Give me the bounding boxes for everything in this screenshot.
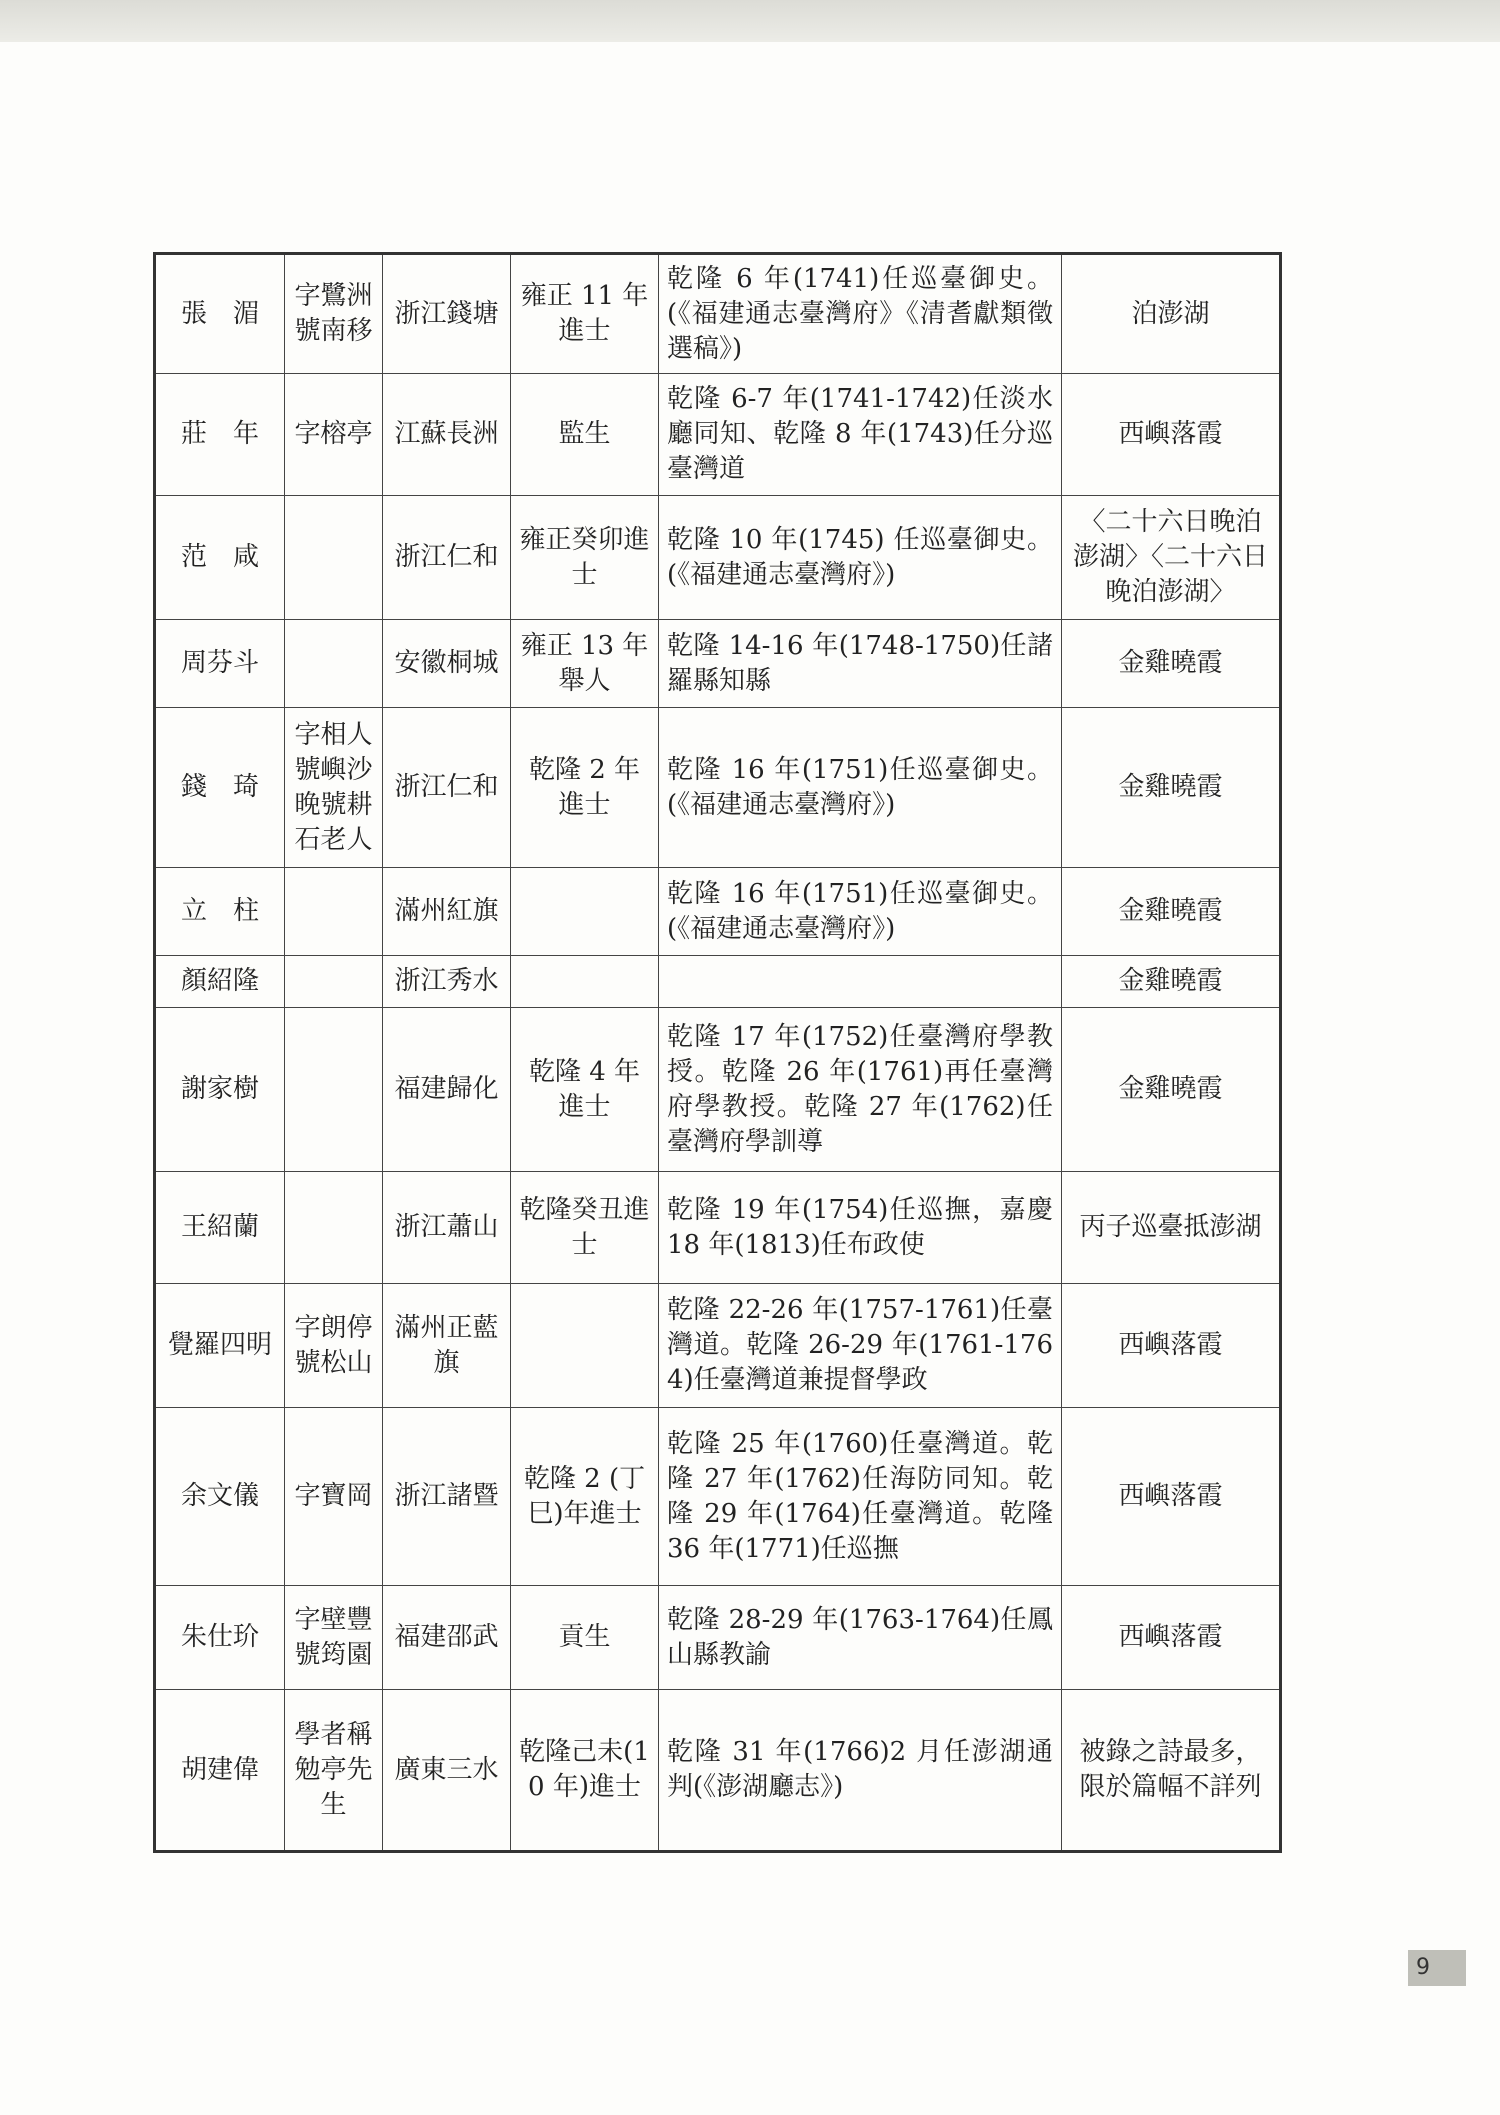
origin-cell: 廣東三水 <box>383 1690 511 1852</box>
degree-cell <box>511 868 659 956</box>
degree-cell <box>511 1284 659 1408</box>
origin-cell: 浙江秀水 <box>383 956 511 1008</box>
name-cell: 王紹蘭 <box>155 1172 285 1284</box>
name-cell: 立 柱 <box>155 868 285 956</box>
origin-cell: 滿州正藍旗 <box>383 1284 511 1408</box>
name-cell: 朱仕玠 <box>155 1586 285 1690</box>
origin-cell: 浙江諸暨 <box>383 1408 511 1586</box>
origin-cell: 滿州紅旗 <box>383 868 511 956</box>
office-cell: 乾隆 6-7 年(1741-1742)任淡水廳同知、乾隆 8 年(1743)任分巡臺灣道 <box>659 374 1062 496</box>
office-cell: 乾隆 19 年(1754)任巡撫，嘉慶 18 年(1813)任布政使 <box>659 1172 1062 1284</box>
page-number: 9 <box>1408 1950 1466 1986</box>
courtesy-name-cell: 字壁豐號筠園 <box>285 1586 383 1690</box>
office-cell: 乾隆 16 年(1751)任巡臺御史。(《福建通志臺灣府》) <box>659 868 1062 956</box>
name-cell: 謝家樹 <box>155 1008 285 1172</box>
table-row <box>155 496 1281 620</box>
name-cell: 顏紹隆 <box>155 956 285 1008</box>
courtesy-name-cell <box>285 1008 383 1172</box>
office-cell <box>659 956 1062 1008</box>
name-cell: 張 湄 <box>155 254 285 374</box>
poem-cell: 泊澎湖 <box>1062 254 1281 374</box>
table-body <box>155 254 1281 1852</box>
office-cell: 乾隆 17 年(1752)任臺灣府學教授。乾隆 26 年(1761)再任臺灣府學教授。乾隆 27 年(1762)任臺灣府學訓導 <box>659 1008 1062 1172</box>
office-cell: 乾隆 22-26 年(1757-1761)任臺灣道。乾隆 26-29 年(1761-1764)任臺灣道兼提督學政 <box>659 1284 1062 1408</box>
name-cell: 余文儀 <box>155 1408 285 1586</box>
name-cell: 范 咸 <box>155 496 285 620</box>
name-cell: 錢 琦 <box>155 708 285 868</box>
degree-cell: 乾隆 2 年進士 <box>511 708 659 868</box>
degree-cell: 雍正 11 年進士 <box>511 254 659 374</box>
poem-cell: 西嶼落霞 <box>1062 1586 1281 1690</box>
table-row <box>155 1172 1281 1284</box>
table-row <box>155 1690 1281 1852</box>
table-row <box>155 1284 1281 1408</box>
courtesy-name-cell: 字榕亭 <box>285 374 383 496</box>
courtesy-name-cell: 字朗停號松山 <box>285 1284 383 1408</box>
page-top-band <box>0 0 1500 42</box>
poem-cell: 西嶼落霞 <box>1062 1408 1281 1586</box>
poem-cell: 金雞曉霞 <box>1062 708 1281 868</box>
origin-cell: 浙江仁和 <box>383 708 511 868</box>
office-cell: 乾隆 6 年(1741)任巡臺御史。(《福建通志臺灣府》《清耆獻類徵選稿》) <box>659 254 1062 374</box>
poem-cell: 丙子巡臺抵澎湖 <box>1062 1172 1281 1284</box>
origin-cell: 浙江仁和 <box>383 496 511 620</box>
official-records-table <box>153 252 1282 1853</box>
office-cell: 乾隆 25 年(1760)任臺灣道。乾隆 27 年(1762)任海防同知。乾隆 29 年(1764)任臺灣道。乾隆 36 年(1771)任巡撫 <box>659 1408 1062 1586</box>
table-row <box>155 868 1281 956</box>
poem-cell: 金雞曉霞 <box>1062 620 1281 708</box>
table-row <box>155 1586 1281 1690</box>
poem-cell: 西嶼落霞 <box>1062 1284 1281 1408</box>
courtesy-name-cell <box>285 868 383 956</box>
poem-cell: 金雞曉霞 <box>1062 1008 1281 1172</box>
degree-cell: 雍正 13 年舉人 <box>511 620 659 708</box>
courtesy-name-cell <box>285 1172 383 1284</box>
table-row <box>155 620 1281 708</box>
courtesy-name-cell: 字相人號嶼沙晚號耕石老人 <box>285 708 383 868</box>
courtesy-name-cell: 字鷺洲號南移 <box>285 254 383 374</box>
table-row <box>155 374 1281 496</box>
origin-cell: 浙江蕭山 <box>383 1172 511 1284</box>
degree-cell: 雍正癸卯進士 <box>511 496 659 620</box>
courtesy-name-cell <box>285 496 383 620</box>
table-row <box>155 254 1281 374</box>
courtesy-name-cell: 學者稱勉亭先生 <box>285 1690 383 1852</box>
degree-cell: 乾隆 2 (丁巳)年進士 <box>511 1408 659 1586</box>
degree-cell: 乾隆己未(10 年)進士 <box>511 1690 659 1852</box>
origin-cell: 安徽桐城 <box>383 620 511 708</box>
poem-cell: 〈二十六日晚泊澎湖〉〈二十六日晚泊澎湖〉 <box>1062 496 1281 620</box>
poem-cell: 金雞曉霞 <box>1062 956 1281 1008</box>
courtesy-name-cell <box>285 956 383 1008</box>
name-cell: 周芬斗 <box>155 620 285 708</box>
degree-cell: 貢生 <box>511 1586 659 1690</box>
office-cell: 乾隆 16 年(1751)任巡臺御史。(《福建通志臺灣府》) <box>659 708 1062 868</box>
table-row <box>155 708 1281 868</box>
poem-cell: 金雞曉霞 <box>1062 868 1281 956</box>
name-cell: 覺羅四明 <box>155 1284 285 1408</box>
origin-cell: 福建歸化 <box>383 1008 511 1172</box>
office-cell: 乾隆 14-16 年(1748-1750)任諸羅縣知縣 <box>659 620 1062 708</box>
degree-cell: 乾隆癸丑進士 <box>511 1172 659 1284</box>
office-cell: 乾隆 31 年(1766)2 月任澎湖通判(《澎湖廳志》) <box>659 1690 1062 1852</box>
courtesy-name-cell: 字寶岡 <box>285 1408 383 1586</box>
degree-cell <box>511 956 659 1008</box>
origin-cell: 江蘇長洲 <box>383 374 511 496</box>
table-row <box>155 956 1281 1008</box>
courtesy-name-cell <box>285 620 383 708</box>
name-cell: 胡建偉 <box>155 1690 285 1852</box>
office-cell: 乾隆 28-29 年(1763-1764)任鳳山縣教諭 <box>659 1586 1062 1690</box>
table-row <box>155 1408 1281 1586</box>
table-row <box>155 1008 1281 1172</box>
poem-cell: 西嶼落霞 <box>1062 374 1281 496</box>
origin-cell: 浙江錢塘 <box>383 254 511 374</box>
name-cell: 莊 年 <box>155 374 285 496</box>
degree-cell: 乾隆 4 年進士 <box>511 1008 659 1172</box>
origin-cell: 福建邵武 <box>383 1586 511 1690</box>
degree-cell: 監生 <box>511 374 659 496</box>
poem-cell: 被錄之詩最多，限於篇幅不詳列 <box>1062 1690 1281 1852</box>
office-cell: 乾隆 10 年(1745) 任巡臺御史。(《福建通志臺灣府》) <box>659 496 1062 620</box>
